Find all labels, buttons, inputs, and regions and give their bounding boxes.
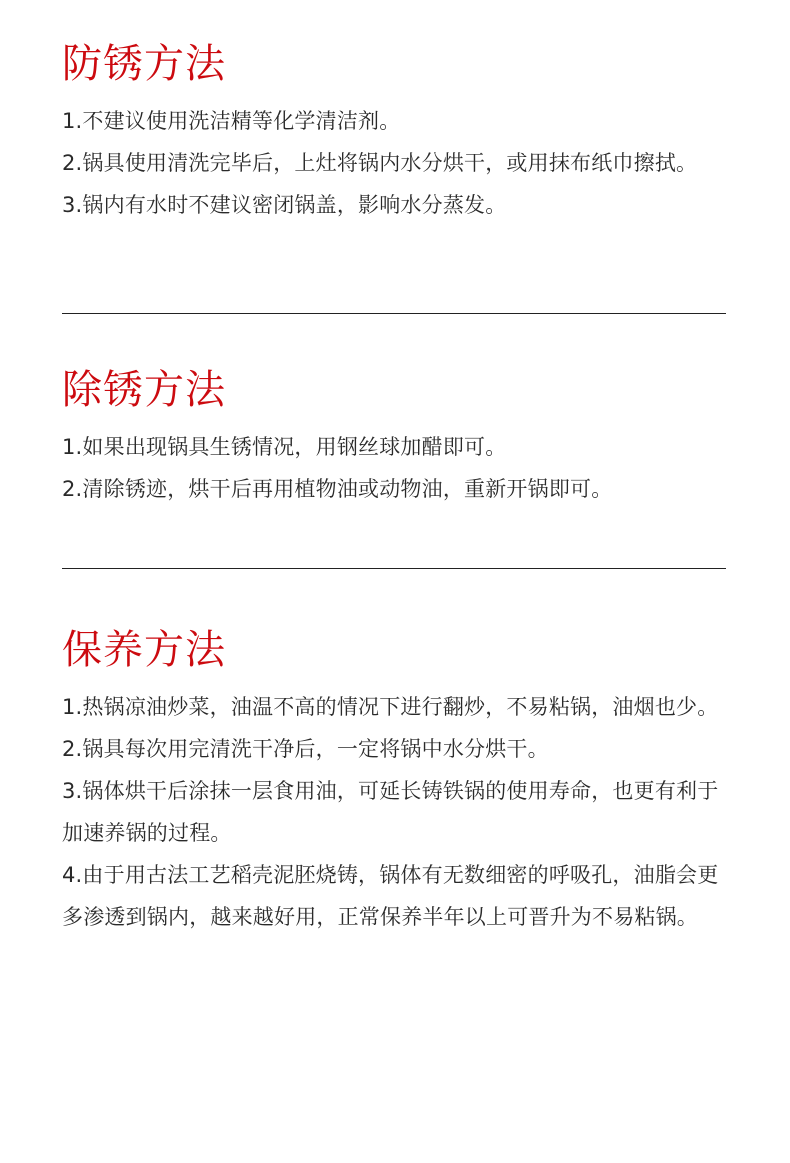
maintenance-title: 保养方法	[62, 627, 226, 673]
list-item: 2.锅具每次用完清洗干净后，一定将锅中水分烘干。	[62, 737, 549, 761]
rust-removal-list	[62, 426, 734, 510]
maintenance-list	[62, 686, 734, 938]
list-item: 3.锅内有水时不建议密闭锅盖，影响水分蒸发。	[62, 193, 507, 217]
maintenance-section	[62, 624, 734, 938]
list-item: 1.不建议使用洗洁精等化学清洁剂。	[62, 109, 401, 133]
rust-removal-section	[62, 364, 734, 510]
rust-prevention-section	[62, 38, 734, 226]
section-divider	[62, 313, 726, 314]
list-item: 1.热锅凉油炒菜，油温不高的情况下进行翻炒，不易粘锅，油烟也少。	[62, 695, 719, 719]
section-divider	[62, 568, 726, 569]
list-item: 2.锅具使用清洗完毕后，上灶将锅内水分烘干，或用抹布纸巾擦拭。	[62, 151, 698, 175]
list-item: 2.清除锈迹，烘干后再用植物油或动物油，重新开锅即可。	[62, 477, 613, 501]
rust-prevention-list	[62, 100, 734, 226]
list-item: 4.由于用古法工艺稻壳泥胚烧铸，锅体有无数细密的呼吸孔，油脂会更多渗透到锅内，越来越好用，正常保养半年以上可晋升为不易粘锅。	[62, 863, 719, 929]
list-item: 1.如果出现锅具生锈情况，用钢丝球加醋即可。	[62, 435, 507, 459]
list-item: 3.锅体烘干后涂抹一层食用油，可延长铸铁锅的使用寿命，也更有利于加速养锅的过程。	[62, 779, 719, 845]
rust-removal-title: 除锈方法	[62, 367, 226, 413]
rust-prevention-title: 防锈方法	[62, 41, 226, 87]
